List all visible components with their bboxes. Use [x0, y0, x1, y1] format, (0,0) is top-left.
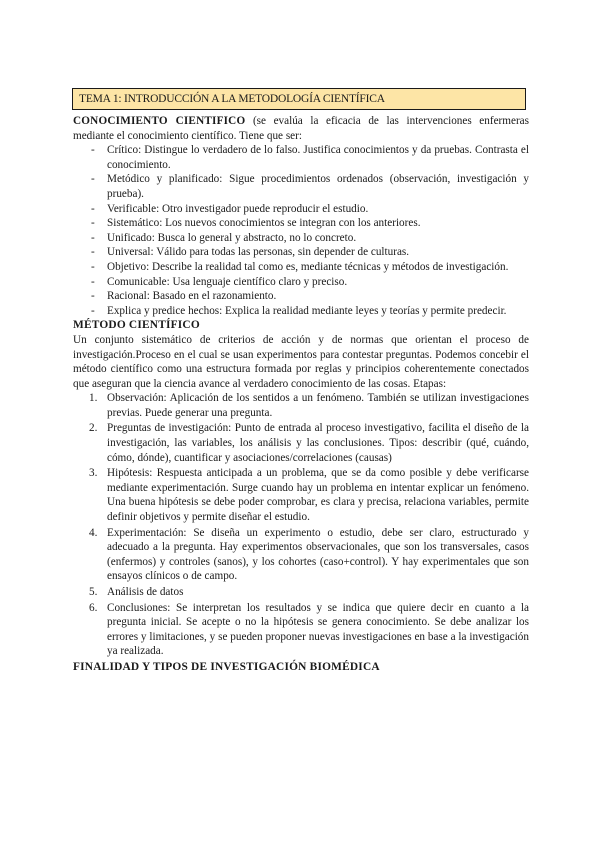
step-text: Conclusiones: Se interpretan los resultados y se indica que quiere decir en cuanto a la pregunta inicial. Se acepte o no la hipótesis se genera conocimiento. Se debe analizar los errores y limitaciones, y se pueden proponer nuevas investigaciones en base a la investigación ya realizada. [107, 601, 529, 658]
step-item [89, 466, 529, 524]
list-item: - Comunicable: Usa lenguaje científico claro y preciso. [107, 275, 529, 290]
scientific-knowledge-intro-text: (se evalúa la eficacia de las intervenciones enfermeras mediante el conocimiento científico. Tiene que ser: [73, 115, 529, 142]
step-number: 6. [89, 601, 98, 614]
step-number: 4. [89, 526, 98, 539]
step-text: Experimentación: Se diseña un experimento o estudio, debe ser claro, estructurado y adecuado a la pregunta. Hay experimentos observacionales, que son los transversales, casos (enfermos) y controles (sanos), y los cohortes (caso+control). Y hay experimentales que son ensayos clínicos o de campo. [107, 526, 529, 583]
step-item [89, 601, 529, 659]
step-item [89, 526, 529, 584]
section-heading-biomedical-research: FINALIDAD Y TIPOS DE INVESTIGACIÓN BIOMÉDICA [73, 660, 380, 673]
list-item: - Unificado: Busca lo general y abstracto, no lo concreto. [107, 231, 529, 246]
step-text: Observación: Aplicación de los sentidos a un fenómeno. También se utilizan investigaciones previas. Puede generar una pregunta. [107, 392, 529, 419]
scientific-method-steps [73, 391, 529, 659]
list-item: - Verificable: Otro investigador puede reproducir el estudio. [107, 202, 529, 217]
list-item: - Sistemático: Los nuevos conocimientos se integran con los anteriores. [107, 216, 529, 231]
step-text: Análisis de datos [107, 586, 184, 598]
document-body [73, 114, 529, 675]
step-item [89, 421, 529, 465]
section-heading-scientific-method: MÉTODO CIENTÍFICO [73, 319, 200, 332]
list-item: - Crítico: Distingue lo verdadero de lo falso. Justifica conocimientos y da pruebas. Contrasta el conocimiento. [107, 143, 529, 172]
step-number: 5. [89, 586, 98, 598]
step-text: Hipótesis: Respuesta anticipada a un problema, que se da como posible y debe verificarse mediante experimentación. Surge cuando hay un problema en intentar explicar un fenómeno. Una buena hipótesis se debe poder comprobar, es clara y precisa, relaciona variables, permite definir objetivos y permite diseñar el estudio. [107, 467, 529, 524]
scientific-method-intro: Un conjunto sistemático de criterios de acción y de normas que orientan el proceso de investigación.Proceso en el cual se usan experimentos para contestar preguntas. Podemos concebir el método científico como una estructura formada por reglas y principios coherentemente conectados que aseguran que la ciencia avance al verdadero conocimiento de las cosas. Etapas: [73, 333, 529, 390]
list-item: - Objetivo: Describe la realidad tal como es, mediante técnicas y métodos de investigación. [107, 260, 529, 275]
step-number: 1. [89, 392, 98, 405]
section-scientific-knowledge-intro [73, 114, 529, 143]
step-number: 2. [89, 422, 98, 435]
step-item [89, 585, 529, 600]
list-item: - Metódico y planificado: Sigue procedimientos ordenados (observación, investigación y prueba). [107, 172, 529, 201]
step-number: 3. [89, 467, 98, 480]
step-text: Preguntas de investigación: Punto de entrada al proceso investigativo, facilita el diseño de la investigación, las variables, los análisis y las conclusiones. Tipos: describir (qué, cuándo, cómo, dónde), cuantificar y asociaciones/correlaciones (causas) [107, 422, 529, 464]
list-item: - Explica y predice hechos: Explica la realidad mediante leyes y teorías y permite predecir. [107, 304, 529, 319]
topic-title: TEMA 1: INTRODUCCIÓN A LA METODOLOGÍA CIENTÍFICA [79, 93, 385, 105]
list-item: - Universal: Válido para todas las personas, sin depender de culturas. [107, 245, 529, 260]
list-item: - Racional: Basado en el razonamiento. [107, 289, 529, 304]
step-item [89, 391, 529, 420]
scientific-knowledge-traits-list [73, 143, 529, 318]
topic-title-box [72, 88, 526, 110]
section-heading-scientific-knowledge: CONOCIMIENTO CIENTIFICO [73, 115, 246, 127]
